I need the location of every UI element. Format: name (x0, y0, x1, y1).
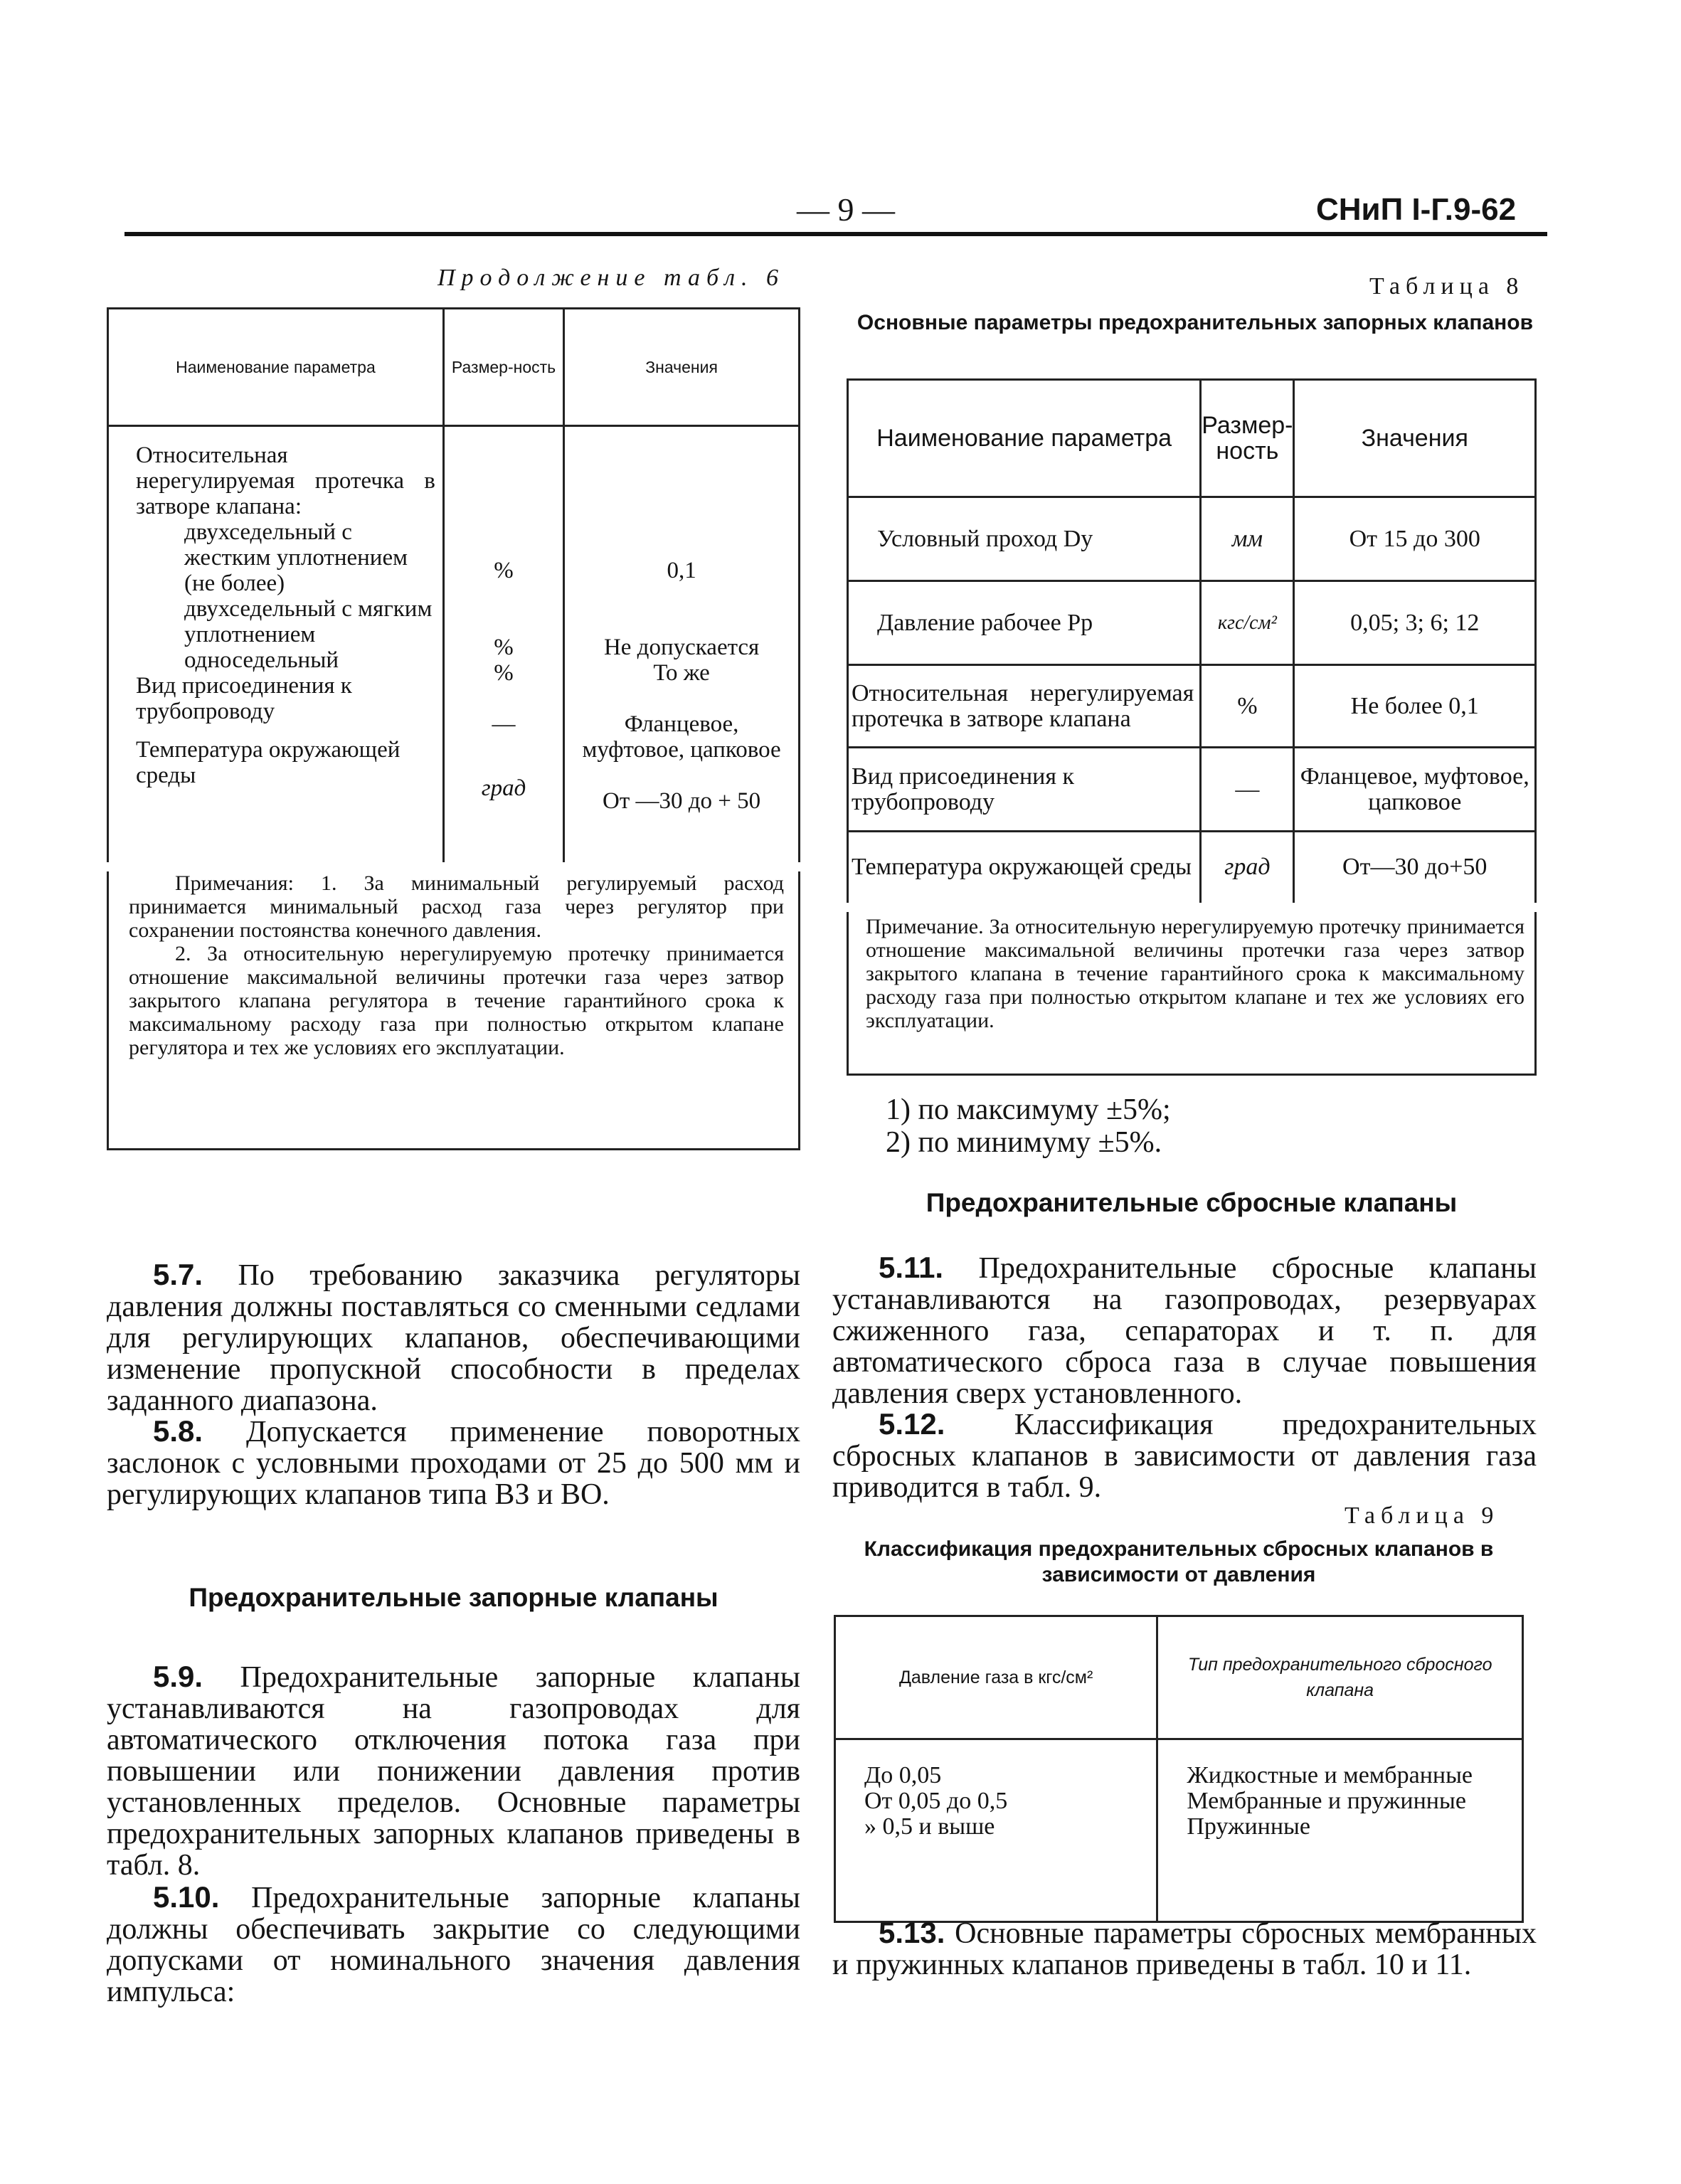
table6-notes (107, 871, 800, 1150)
table-row-unit: град (1201, 832, 1294, 903)
table-row-name: двухседельный с мягким уплотнением (184, 596, 433, 647)
table-row-unit: кгс/см² (1201, 581, 1294, 665)
table-row (848, 581, 1536, 665)
table-row-name: односедельный (184, 647, 339, 673)
table-row-value: Фланцевое, муфтовое, цапковое (1294, 748, 1536, 832)
units-cell (443, 426, 563, 863)
paragraph-5-12 (832, 1409, 1537, 1503)
table-row-pressure: До 0,05 (864, 1762, 942, 1788)
paragraph-text: Предохранительные запорные клапаны должны обеспечивать закрытие со следующими допусками от номинального значения давления импульса: (107, 1882, 801, 2008)
values-cell (564, 426, 800, 863)
table-row-value: Не допускается (603, 635, 760, 660)
table-row (848, 748, 1536, 832)
header-rule (124, 232, 1547, 236)
col-header-value: Значения (564, 309, 800, 426)
table-row-unit: мм (1201, 497, 1294, 581)
table-row-value: То же (653, 660, 710, 686)
table-row-value: От 15 до 300 (1294, 497, 1536, 581)
table-row-name: двухседельный с жестким уплотнением (не более) (184, 519, 408, 596)
table-row-unit: — (492, 711, 516, 737)
paragraph-number: 5.8. (153, 1414, 203, 1448)
paragraph-number: 5.10. (153, 1880, 220, 1914)
table8-caption: Таблица 8 (1369, 273, 1524, 299)
note-1: Примечания: 1. За минимальный регулируемый расход принимается минимальный расход газа через регулятор при сохранении постоянства конечного давления. (129, 871, 784, 942)
paragraph-text: Основные параметры сбросных мембранных и пружинных клапанов приведены в табл. 10 и 11. (832, 1917, 1537, 1981)
table-row-value: Фланцевое, муфтовое, цапковое (582, 711, 781, 763)
table-row-value: От—30 до+50 (1342, 854, 1488, 881)
paragraph-number: 5.13. (879, 1916, 945, 1949)
paragraph-text: Классификация предохранительных сбросных клапанов в зависимости от давления газа приводится в табл. 9. (832, 1409, 1537, 1504)
table-9 (834, 1615, 1524, 1923)
table-row-name: Давление рабочее Pр (848, 581, 1201, 665)
paragraph-5-13 (832, 1917, 1537, 1981)
table-header-row (108, 309, 800, 426)
table-row (848, 832, 1536, 903)
param-names-cell (108, 426, 444, 863)
paragraph-number: 5.11. (879, 1251, 944, 1284)
col-header-pressure: Давление газа в кгс/см² (835, 1616, 1157, 1739)
table-row-type: Пружинные (1187, 1813, 1310, 1840)
table-row-type: Жидкостные и мембранные (1187, 1762, 1473, 1788)
table-row-value: 0,1 (667, 558, 696, 583)
table-row-value: От —30 до + 50 (603, 788, 761, 814)
table6-continuation-caption: Продолжение табл. 6 (438, 265, 785, 291)
paragraph-text: По требованию заказчика регуляторы давления должны поставляться со сменными седлами для регулирующих клапанов, обеспечивающими изменение пропускной способности в пределах заданного диапазона. (107, 1259, 800, 1417)
table-row-unit: град (481, 775, 526, 801)
table-row-name: Относительная нерегулируемая протечка в затворе клапана (848, 665, 1201, 748)
tolerance-max: 1) по максимуму ±5%; (886, 1093, 1171, 1126)
col-header-type: Тип предохранительного сбросного клапана (1157, 1616, 1523, 1739)
paragraph-5-8 (107, 1416, 800, 1510)
col-header-name: Наименование параметра (108, 309, 444, 426)
table-row-unit: — (1201, 748, 1294, 832)
table-row-type: Мембранные и пружинные (1187, 1788, 1466, 1814)
pressure-cell (835, 1739, 1157, 1922)
table-row-unit: % (1201, 665, 1294, 748)
document-code: СНиП I-Г.9-62 (1316, 192, 1517, 227)
table9-caption: Таблица 9 (1345, 1502, 1500, 1529)
table-body (835, 1739, 1523, 1922)
table-row-name: Температура окружающей среды (136, 737, 401, 788)
paragraph-5-10 (107, 1882, 800, 2008)
paragraph-5-11 (832, 1252, 1537, 1409)
paragraph-number: 5.12. (879, 1407, 945, 1441)
tolerance-min: 2) по минимуму ±5%. (886, 1126, 1162, 1159)
table-body (108, 426, 800, 863)
paragraph-number: 5.7. (153, 1258, 203, 1291)
paragraph-text: Предохранительные сбросные клапаны устанавливаются на газопроводах, резервуарах сжиженного газа, сепараторах и т. п. для автоматического сброса газа в случае повышения давления сверх установленного. (832, 1252, 1537, 1410)
section-heading-shutoff: Предохранительные запорные клапаны (189, 1583, 718, 1612)
table-header-row (848, 380, 1536, 497)
table-row (848, 665, 1536, 748)
paragraph-5-9 (107, 1661, 800, 1881)
table9-title: Классификация предохранительных сбросных клапанов в зависимости от давления (864, 1537, 1494, 1586)
table-6 (107, 307, 800, 862)
table-row (848, 497, 1536, 581)
col-header-name: Наименование параметра (848, 380, 1201, 497)
type-cell (1157, 1739, 1523, 1922)
col-header-unit: Размер-ность (443, 309, 563, 426)
table8-title: Основные параметры предохранительных запорных клапанов (857, 311, 1534, 334)
table-row-name: Относительная нерегулируемая протечка в затворе клапана: (136, 442, 435, 519)
table-row-name: Вид присоединения к трубопроводу (848, 748, 1201, 832)
note-2: 2. За относительную нерегулируемую протечку принимается отношение максимальной величины протечки газа через затвор закрытого клапана регулятора в течение гарантийного срока к максимальному расходу газа при полностью открытом клапане регулятора и тех же условиях его эксплуатации. (129, 942, 784, 1059)
page-number: — 9 — (797, 191, 895, 228)
table-row-name: Условный проход Dу (848, 497, 1201, 581)
table-row-name: Вид присоединения к трубопроводу (136, 673, 352, 724)
col-header-unit: Размер-ность (1201, 380, 1294, 497)
table-row-unit: % (494, 635, 514, 660)
table-row-pressure: » 0,5 и выше (864, 1813, 995, 1840)
table-row-value: Не более 0,1 (1294, 665, 1536, 748)
paragraph-text: Предохранительные запорные клапаны устанавливаются на газопроводах для автоматического отключения потока газа при повышении или понижении давления против установленных пределов. Основные параметры предохранительных запорных клапанов приведены в табл. 8. (107, 1661, 800, 1882)
paragraph-text: Допускается применение поворотных заслонок с условными проходами от 25 до 500 мм и регулирующих клапанов типа ВЗ и ВО. (107, 1416, 800, 1511)
table-row-unit: % (494, 558, 514, 583)
table-row-unit: % (494, 660, 514, 686)
paragraph-number: 5.9. (153, 1660, 203, 1693)
table-8 (847, 378, 1537, 903)
table-row-pressure: От 0,05 до 0,5 (864, 1788, 1008, 1814)
section-heading-relief: Предохранительные сбросные клапаны (926, 1188, 1458, 1217)
table-header-row (835, 1616, 1523, 1739)
table-row-name: Температура окружающей среды (848, 832, 1201, 903)
table-row-value: 0,05; 3; 6; 12 (1294, 581, 1536, 665)
paragraph-5-7 (107, 1259, 800, 1416)
table8-note: Примечание. За относительную нерегулируемую протечку принимается отношение максимальной величины протечки газа через затвор закрытого клапана в течение гарантийного срока к максимальному расходу газа при полностью открытом клапане и тех же условиях его эксплуатации. (847, 912, 1537, 1076)
col-header-value: Значения (1294, 380, 1536, 497)
